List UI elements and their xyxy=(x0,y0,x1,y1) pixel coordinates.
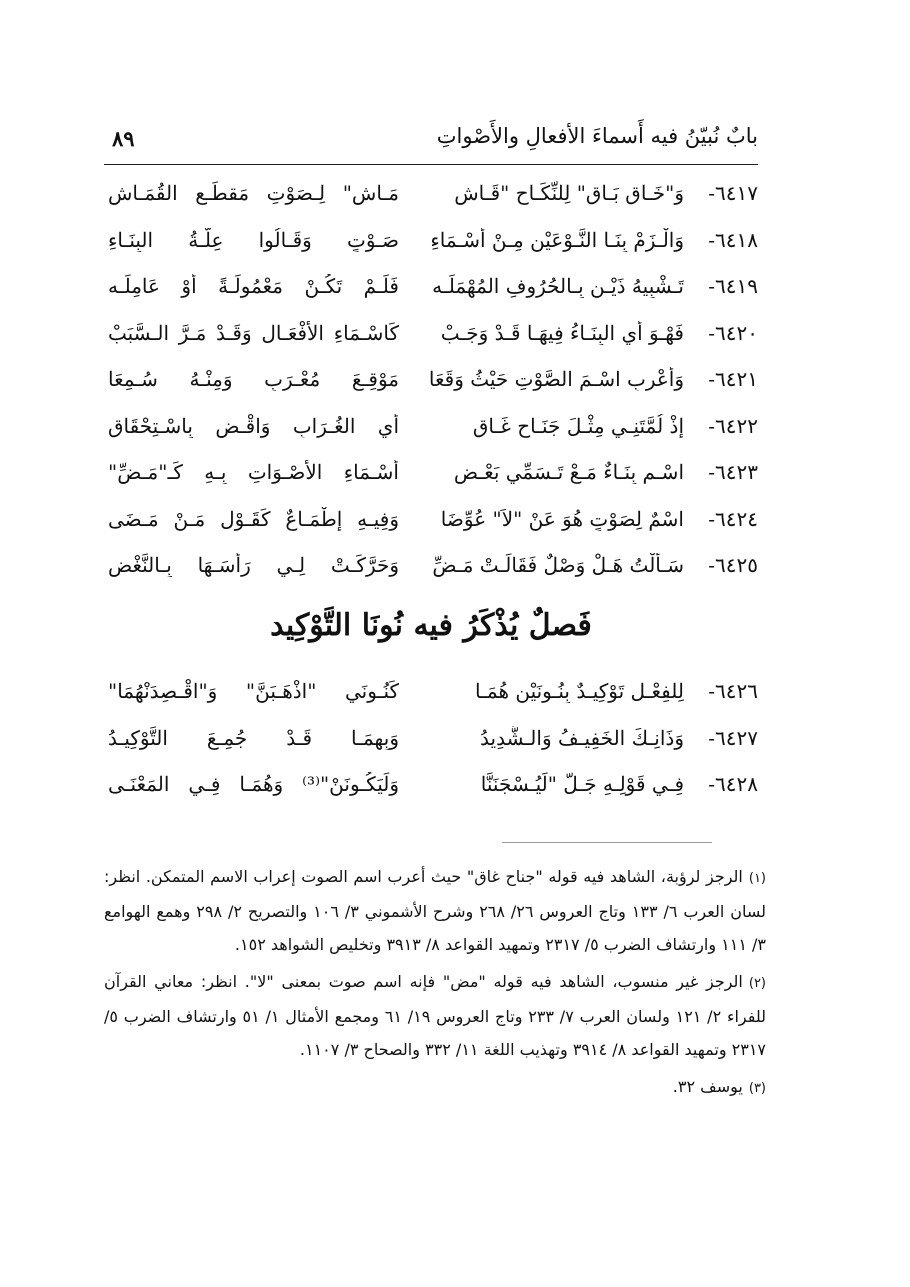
verse-second-hemistich: كَنُـونَي "اذْهَـبَنَّ" وَ"اقْـصِدَنْهُمَا" xyxy=(108,679,399,704)
verse-first-hemistich: سَـأَلْتُ هَـلْ وَصْلٌ فَقَالَـتْ مَـضِّ xyxy=(432,553,684,578)
verse-second-hemistich: فَلَـمْ تَكُـنْ مَعْمُولَـةً أَوْ عَامِلَـه xyxy=(108,274,399,299)
footnote-text: الرجز غير منسوب، الشاهد فيه قوله "مض" فإنه اسم صوت بمعنى "لا". انظر: معاني القرآن للفراء ٢/ ١٢١ ولسان العرب ٧/ ٢٣٣ وتاج العروس ١٩/ ٦١ ومجمع الأمثال ١/ ٥١ وارتشاف الضرب ٥/ ٢٣١٧ وتمهيد القواعد ٨/ ٣٩١٤ وتهذيب اللغة ١١/ ٣٣٢ والصحاح ٣/ ١١٠٧. xyxy=(104,972,767,1059)
verse-first-hemistich: تَـشْبِيهُ ذَيْـنِ بِـالحُرُوفِ المُهْمَلَـه xyxy=(432,274,684,299)
verse-first-hemistich: لِلفِعْـلِ تَوْكِيـدٌ بِنُـونَيْنِ هُمَـا xyxy=(474,679,684,704)
verse-line xyxy=(104,761,758,808)
verse-first-hemistich: إِذْ لُمَّتَنِـي مِثْـلَ جَنَـاحِ غَـاقِ xyxy=(472,413,684,438)
verse-block-2 xyxy=(104,668,758,808)
verse-line xyxy=(104,449,758,496)
verse-second-hemistich: كَاسْـمَاءِ الأَفْعَـالِ وَقَـدْ مَـرَّ الـسَّبَبْ xyxy=(108,320,399,345)
verse-line xyxy=(104,356,758,403)
verse-first-hemistich: فَهْـوَ أَيِ البِنَـاءُ فِيهَـا قَـدْ وَجَـبْ xyxy=(440,320,684,345)
footnote-marker: (٢) xyxy=(748,976,766,991)
verse-second-hemistich: أَسْـمَاءِ الأَصْـوَاتِ بِـهِ كَـ"مَـضِّ" xyxy=(108,460,399,485)
verse-line xyxy=(104,542,758,589)
verse-second-hemistich: أَيِ الغُـرَابِ وَاقْـضِ بِاسْـتِحْقَاقِ xyxy=(108,413,399,438)
verse-second-hemistich: وَفِيـهِ إِطْمَـاعٌ كَقَـوْلِ مَـنْ مَـضَى xyxy=(108,506,399,531)
footnotes xyxy=(104,860,766,1109)
running-title: بابٌ نُبيّنُ فيه أَسماءَ الأفعالِ والأَصْواتِ xyxy=(436,124,758,148)
verse-number: ٦٤٢١- xyxy=(708,367,758,392)
verse-line xyxy=(104,403,758,450)
footnote-marker: (٣) xyxy=(748,1081,766,1096)
verse-second-hemistich: مَـاشِ" لِـصَوْتِ مَقطَـعِ القُمَـاشِ xyxy=(108,181,399,206)
verse-number: ٦٤٢٢- xyxy=(708,413,758,438)
verse-number: ٦٤٢٨- xyxy=(708,772,758,797)
verse-line xyxy=(104,668,758,715)
section-heading: فَصلٌ يُذْكَرُ فيه نُونَا التَّوْكِيد xyxy=(270,608,592,643)
verse-line xyxy=(104,263,758,310)
verse-number: ٦٤١٧- xyxy=(708,181,758,206)
verse-second-hemistich: مَوْقِـعَ مُعْـرَبٍ وَمِنْـهُ سُـمِعَا xyxy=(108,367,399,392)
footnote xyxy=(104,860,766,961)
verse-number: ٦٤١٨- xyxy=(708,227,758,252)
verse-first-hemistich: وَ"خَـاقِ بَـاقِ" لِلنِّكَـاحِ "قَـاشِ xyxy=(454,181,684,206)
verse-number: ٦٤٢٧- xyxy=(708,725,758,750)
verse-second-hemistich: وَبِهِمَـا قَـدْ جُمِـعَ التَّوْكِيـدُ xyxy=(108,725,399,750)
verse-number: ٦٤٢٣- xyxy=(708,460,758,485)
footnote-text: الرجز لرؤبة، الشاهد فيه قوله "جناح غاق" حيث أعرب اسم الصوت إعراب الاسم المتمكن. انظر: لسان العرب ٦/ ١٣٣ وتاج العروس ٢٦/ ٢٦٨ وشرح الأشموني ٣/ ١٠٦ والتصريح ٢/ ٢٩٨ وهمع الهوامع ٣/ ١١١ وارتشاف الضرب ٥/ ٢٣١٧ وتمهيد القواعد ٨/ ٣٩١٣ وتخليص الشواهد ١٥٢. xyxy=(104,867,766,954)
verse-line xyxy=(104,170,758,217)
verse-first-hemistich: وَأَعْرِبِ اسْـمَ الصَّوْتِ حَيْثُ وَقَعَا xyxy=(428,367,684,392)
verse-line xyxy=(104,310,758,357)
verse-number: ٦٤٢٦- xyxy=(708,679,758,704)
verse-first-hemistich: وَذَانِـكَ الخَفِيـفُ وَالـشَّدِيدُ xyxy=(480,725,684,750)
footnote xyxy=(104,1070,766,1105)
verse-second-hemistich: صَـوْتٍ وَقَـالُوا عِلَّـةُ البِنَـاءِ xyxy=(108,227,399,252)
verse-number: ٦٤١٩- xyxy=(708,274,758,299)
verse-first-hemistich: فِـي قَوْلِـهِ جَـلَّ "لَيُـسْجَنَنَّا xyxy=(480,772,684,797)
verse-number: ٦٤٢٥- xyxy=(708,553,758,578)
verse-first-hemistich: اسْـمِ بِنَـاءٌ مَـعْ تَـسَمِّي بَعْـضِ xyxy=(453,460,684,485)
page-header xyxy=(104,118,758,165)
footnote-separator xyxy=(502,842,712,843)
verse-second-hemistich: وَلَيَكُـونَنْ"⁽³⁾ وَهُمَـا فِـي المَعْنَـى xyxy=(108,772,399,797)
verse-number: ٦٤٢٤- xyxy=(708,506,758,531)
footnote xyxy=(104,965,766,1066)
verse-line xyxy=(104,496,758,543)
footnote-marker: (١) xyxy=(748,871,766,886)
verse-first-hemistich: وَالْـزَمْ بِنَـا النَّـوْعَيْنِ مِـنْ أَسْـمَاءِ xyxy=(430,227,684,252)
verse-first-hemistich: اسْمٌ لِصَوْتٍ هُوَ عَنْ "لاَ" عُوِّضَا xyxy=(440,506,684,531)
verse-line xyxy=(104,217,758,264)
verse-block-1 xyxy=(104,170,758,589)
verse-second-hemistich: وَحَرَّكَـتْ لِـي رَأْسَـهَا بِـالنَّغْضِ xyxy=(108,553,399,578)
page-number: ٨٩ xyxy=(112,126,135,151)
footnote-text: يوسف ٣٢. xyxy=(672,1077,743,1096)
verse-line xyxy=(104,715,758,762)
verse-number: ٦٤٢٠- xyxy=(708,320,758,345)
